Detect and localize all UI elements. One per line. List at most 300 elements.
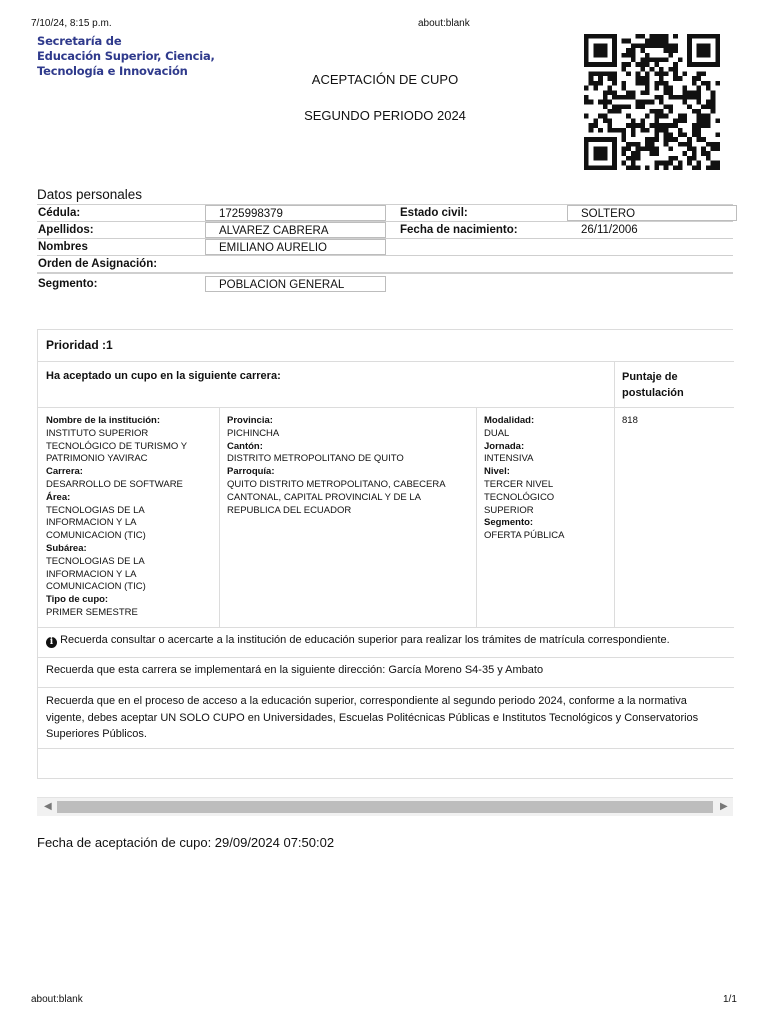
qr-module — [678, 76, 683, 81]
qr-module — [622, 81, 627, 86]
qr-module — [584, 95, 589, 100]
nivel-value: TERCER NIVEL — [484, 478, 554, 490]
qr-module — [593, 86, 598, 91]
qr-module — [612, 104, 617, 109]
column-divider — [219, 407, 220, 627]
qr-module — [659, 57, 664, 62]
qr-module — [584, 137, 589, 142]
qr-module — [584, 48, 589, 53]
qr-module — [612, 90, 617, 95]
qr-module — [687, 53, 692, 58]
qr-module — [593, 81, 598, 86]
qr-module — [682, 100, 687, 105]
qr-module — [711, 95, 716, 100]
scrollbar-thumb[interactable] — [57, 801, 713, 813]
qr-module — [622, 151, 627, 156]
qr-module — [673, 48, 678, 53]
qr-module — [645, 90, 650, 95]
qr-module — [697, 62, 702, 67]
qr-module — [678, 57, 683, 62]
qr-module — [650, 151, 655, 156]
aceptado-heading: Ha aceptado un cupo en la siguiente carrera: — [46, 370, 281, 382]
area-value: COMUNICACION (TIC) — [46, 530, 146, 542]
qr-module — [715, 132, 720, 137]
qr-module — [607, 62, 612, 67]
qr-module — [598, 81, 603, 86]
qr-module — [715, 165, 720, 170]
qr-module — [607, 100, 612, 105]
qr-module — [589, 34, 594, 39]
qr-module — [654, 123, 659, 128]
qr-module — [617, 95, 622, 100]
qr-module — [636, 72, 641, 77]
qr-module — [678, 161, 683, 166]
area-label: Área: — [46, 491, 71, 503]
qr-module — [636, 43, 641, 48]
qr-module — [584, 151, 589, 156]
qr-module — [664, 142, 669, 147]
qr-module — [692, 128, 697, 133]
institucion-column — [46, 415, 214, 620]
qr-module — [607, 128, 612, 133]
qr-module — [622, 128, 627, 133]
qr-module — [626, 39, 631, 44]
qr-code — [580, 34, 724, 170]
qr-module — [706, 123, 711, 128]
qr-module — [636, 62, 641, 67]
qr-module — [612, 76, 617, 81]
parroquia-value: CANTONAL, CAPITAL PROVINCIAL Y DE LA — [227, 491, 421, 503]
qr-module — [612, 43, 617, 48]
qr-module — [603, 48, 608, 53]
qr-module — [636, 142, 641, 147]
modalidad-value: DUAL — [484, 427, 510, 439]
qr-module — [659, 39, 664, 44]
qr-module — [687, 39, 692, 44]
qr-module — [706, 53, 711, 58]
qr-module — [664, 48, 669, 53]
scroll-right-arrow-icon[interactable]: ▶ — [720, 801, 728, 812]
qr-module — [640, 48, 645, 53]
note-line: Recuerda que en el proceso de acceso a la educación superior, correspondiente al segundo periodo 2024, conforme a la normativa — [46, 695, 687, 707]
qr-module — [697, 90, 702, 95]
qr-module — [715, 142, 720, 147]
qr-module — [645, 62, 650, 67]
qr-module — [701, 137, 706, 142]
qr-module — [692, 34, 697, 39]
institucion-value: PATRIMONIO YAVIRAC — [46, 453, 148, 465]
qr-module — [682, 90, 687, 95]
qr-module — [664, 57, 669, 62]
qr-module — [706, 48, 711, 53]
puntaje-header-line: Puntaje de — [622, 371, 678, 383]
qr-module — [715, 62, 720, 67]
qr-module — [640, 118, 645, 123]
jornada-label: Jornada: — [484, 440, 525, 452]
qr-module — [645, 147, 650, 152]
segmento-label: Segmento: — [484, 517, 534, 529]
qr-module — [715, 39, 720, 44]
qr-module — [668, 90, 673, 95]
qr-module — [711, 62, 716, 67]
qr-module — [603, 151, 608, 156]
senescyt-logo — [37, 34, 215, 79]
qr-module — [636, 81, 641, 86]
qr-module — [659, 34, 664, 39]
qr-module — [706, 34, 711, 39]
qr-module — [617, 109, 622, 114]
qr-module — [603, 156, 608, 161]
qr-module — [678, 128, 683, 133]
qr-module — [626, 48, 631, 53]
qr-module — [626, 90, 631, 95]
qr-module — [607, 123, 612, 128]
subarea-value: COMUNICACION (TIC) — [46, 581, 146, 593]
qr-module — [593, 137, 598, 142]
qr-module — [640, 81, 645, 86]
qr-module — [584, 165, 589, 170]
divider — [38, 407, 734, 408]
qr-module — [664, 90, 669, 95]
qr-module — [654, 95, 659, 100]
qr-module — [654, 118, 659, 123]
qr-module — [631, 118, 636, 123]
qr-module — [692, 165, 697, 170]
qr-module — [617, 104, 622, 109]
qr-module — [678, 165, 683, 170]
qr-module — [650, 109, 655, 114]
qr-module — [584, 43, 589, 48]
qr-module — [603, 90, 608, 95]
qr-module — [711, 90, 716, 95]
qr-module — [715, 53, 720, 58]
note-matricula-text: Recuerda consultar o acercarte a la institución de educación superior para realizar los trámites de matrícula correspondiente. — [60, 634, 670, 646]
qr-module — [668, 137, 673, 142]
qr-module — [673, 67, 678, 72]
qr-module — [603, 104, 608, 109]
qr-module — [668, 53, 673, 58]
qr-module — [640, 128, 645, 133]
qr-module — [687, 90, 692, 95]
qr-module — [650, 34, 655, 39]
qr-module — [711, 104, 716, 109]
qr-module — [659, 109, 664, 114]
qr-module — [589, 72, 594, 77]
qr-module — [711, 109, 716, 114]
qr-module — [664, 34, 669, 39]
qr-module — [692, 109, 697, 114]
qr-module — [631, 57, 636, 62]
qr-module — [631, 123, 636, 128]
qr-module — [598, 34, 603, 39]
qr-module — [664, 81, 669, 86]
nombres-label: Nombres — [38, 241, 88, 253]
qr-module — [603, 147, 608, 152]
qr-module — [692, 76, 697, 81]
qr-module — [626, 104, 631, 109]
qr-module — [697, 165, 702, 170]
qr-module — [626, 62, 631, 67]
qr-module — [650, 123, 655, 128]
qr-module — [701, 147, 706, 152]
qr-module — [687, 142, 692, 147]
qr-module — [631, 43, 636, 48]
qr-module — [668, 67, 673, 72]
qr-module — [701, 123, 706, 128]
qr-module — [603, 137, 608, 142]
qr-module — [692, 132, 697, 137]
qr-module — [697, 109, 702, 114]
qr-module — [668, 161, 673, 166]
qr-module — [673, 76, 678, 81]
qr-module — [697, 123, 702, 128]
segmento-label: Segmento: — [38, 278, 98, 290]
qr-module — [593, 151, 598, 156]
qr-module — [678, 142, 683, 147]
qr-module — [603, 34, 608, 39]
qr-module — [636, 76, 641, 81]
qr-module — [598, 137, 603, 142]
provincia-label: Provincia: — [227, 415, 273, 426]
subarea-label: Subárea: — [46, 542, 87, 554]
qr-module — [692, 123, 697, 128]
qr-module — [668, 43, 673, 48]
divider — [37, 272, 733, 274]
qr-module — [598, 114, 603, 119]
logo-line-2: Educación Superior, Ciencia, — [37, 49, 215, 63]
qr-module — [697, 100, 702, 105]
qr-module — [598, 48, 603, 53]
qr-module — [715, 48, 720, 53]
qr-module — [589, 100, 594, 105]
qr-module — [598, 53, 603, 58]
qr-module — [612, 142, 617, 147]
area-value: TECNOLOGIAS DE LA — [46, 504, 145, 516]
qr-module — [673, 43, 678, 48]
qr-module — [664, 86, 669, 91]
qr-module — [607, 137, 612, 142]
qr-module — [711, 142, 716, 147]
qr-module — [640, 57, 645, 62]
qr-module — [711, 34, 716, 39]
qr-module — [654, 62, 659, 67]
scroll-left-arrow-icon[interactable]: ◀ — [44, 801, 52, 812]
qr-module — [640, 123, 645, 128]
area-value: INFORMACION Y LA — [46, 517, 137, 529]
qr-module — [593, 48, 598, 53]
qr-module — [668, 156, 673, 161]
qr-module — [682, 86, 687, 91]
qr-module — [612, 81, 617, 86]
qr-module — [678, 114, 683, 119]
qr-module — [636, 156, 641, 161]
subarea-value: TECNOLOGIAS DE LA — [46, 555, 145, 567]
qr-module — [711, 165, 716, 170]
qr-module — [650, 67, 655, 72]
puntaje-value: 818 — [622, 415, 638, 426]
qr-module — [659, 76, 664, 81]
qr-module — [645, 57, 650, 62]
qr-module — [654, 72, 659, 77]
qr-module — [645, 100, 650, 105]
qr-module — [612, 128, 617, 133]
qr-module — [687, 95, 692, 100]
qr-module — [626, 165, 631, 170]
qr-module — [664, 128, 669, 133]
qr-module — [701, 81, 706, 86]
print-footer-url: about:blank — [31, 994, 83, 1005]
note-line: vigente, debes aceptar UN SOLO CUPO en Universidades, Escuelas Politécnicas Públicas e Institutos Tecnológicos y Conservatorios — [46, 711, 699, 724]
print-page-number: 1/1 — [723, 994, 737, 1005]
qr-module — [650, 57, 655, 62]
qr-module — [584, 62, 589, 67]
qr-module — [697, 118, 702, 123]
qr-module — [692, 151, 697, 156]
qr-module — [636, 100, 641, 105]
qr-module — [593, 53, 598, 58]
subarea-value: INFORMACION Y LA — [46, 568, 137, 580]
qr-module — [697, 34, 702, 39]
carrera-value: DESARROLLO DE SOFTWARE — [46, 478, 183, 490]
modalidad-column — [484, 415, 609, 543]
qr-module — [697, 161, 702, 166]
qr-module — [673, 156, 678, 161]
ubicacion-column — [227, 415, 472, 517]
print-datetime: 7/10/24, 8:15 p.m. — [31, 18, 112, 29]
qr-module — [645, 43, 650, 48]
qr-module — [645, 114, 650, 119]
qr-module — [640, 104, 645, 109]
qr-module — [612, 39, 617, 44]
qr-module — [598, 165, 603, 170]
qr-module — [697, 53, 702, 58]
qr-module — [668, 104, 673, 109]
fecha-aceptacion: Fecha de aceptación de cupo: 29/09/2024 07:50:02 — [37, 835, 335, 850]
qr-module — [598, 147, 603, 152]
qr-module — [626, 156, 631, 161]
qr-module — [659, 81, 664, 86]
qr-module — [589, 81, 594, 86]
qr-module — [593, 72, 598, 77]
datos-personales-heading: Datos personales — [37, 187, 143, 202]
qr-module — [650, 39, 655, 44]
qr-module — [697, 86, 702, 91]
logo-line-1: Secretaría de — [37, 34, 122, 48]
qr-module — [664, 114, 669, 119]
qr-module — [654, 137, 659, 142]
qr-module — [603, 100, 608, 105]
qr-module — [645, 53, 650, 58]
qr-module — [706, 165, 711, 170]
note-line: Superiores Públicos. — [46, 728, 147, 740]
qr-module — [701, 114, 706, 119]
qr-module — [701, 118, 706, 123]
qr-module — [659, 123, 664, 128]
qr-module — [706, 118, 711, 123]
qr-module — [659, 67, 664, 72]
qr-module — [584, 34, 589, 39]
fecha-nacimiento-value: 26/11/2006 — [581, 224, 638, 236]
row-orden — [37, 255, 733, 273]
qr-module — [687, 147, 692, 152]
qr-module — [659, 114, 664, 119]
qr-module — [687, 62, 692, 67]
note-matricula — [46, 632, 730, 649]
qr-module — [603, 53, 608, 58]
qr-module — [697, 95, 702, 100]
qr-module — [668, 86, 673, 91]
qr-module — [673, 165, 678, 170]
qr-module — [626, 72, 631, 77]
qr-module — [715, 57, 720, 62]
qr-module — [607, 72, 612, 77]
nivel-value: SUPERIOR — [484, 504, 534, 516]
institucion-label: Nombre de la institución: — [46, 415, 161, 426]
qr-module — [654, 132, 659, 137]
qr-module — [650, 137, 655, 142]
qr-module — [659, 95, 664, 100]
qr-module — [640, 34, 645, 39]
qr-module — [626, 53, 631, 58]
logo-line-3: Tecnología e Innovación — [37, 64, 188, 78]
divider — [38, 627, 734, 628]
qr-module — [687, 48, 692, 53]
qr-module — [664, 137, 669, 142]
qr-module — [589, 62, 594, 67]
qr-module — [612, 57, 617, 62]
qr-module — [692, 62, 697, 67]
qr-module — [622, 39, 627, 44]
divider — [38, 748, 734, 749]
qr-module — [654, 161, 659, 166]
column-divider — [614, 361, 615, 627]
qr-module — [598, 43, 603, 48]
apellidos-label: Apellidos: — [38, 224, 94, 236]
qr-module — [612, 137, 617, 142]
qr-module — [664, 72, 669, 77]
horizontal-scrollbar[interactable] — [37, 797, 733, 816]
qr-module — [598, 76, 603, 81]
divider — [38, 657, 734, 658]
qr-module — [584, 142, 589, 147]
qr-module — [673, 118, 678, 123]
qr-module — [668, 123, 673, 128]
qr-module — [697, 137, 702, 142]
qr-module — [593, 147, 598, 152]
qr-module — [626, 142, 631, 147]
qr-module — [682, 114, 687, 119]
qr-module — [673, 34, 678, 39]
qr-module — [678, 118, 683, 123]
qr-module — [589, 165, 594, 170]
qr-module — [678, 95, 683, 100]
qr-module — [640, 76, 645, 81]
qr-module — [668, 147, 673, 152]
qr-module — [612, 95, 617, 100]
qr-module — [589, 137, 594, 142]
qr-module — [664, 132, 669, 137]
qr-module — [593, 123, 598, 128]
qr-module — [673, 137, 678, 142]
qr-module — [598, 151, 603, 156]
qr-module — [598, 100, 603, 105]
qr-module — [584, 53, 589, 58]
qr-module — [697, 132, 702, 137]
segmento-value: POBLACION GENERAL — [205, 276, 386, 292]
qr-module — [584, 114, 589, 119]
qr-module — [697, 48, 702, 53]
qr-module — [692, 95, 697, 100]
